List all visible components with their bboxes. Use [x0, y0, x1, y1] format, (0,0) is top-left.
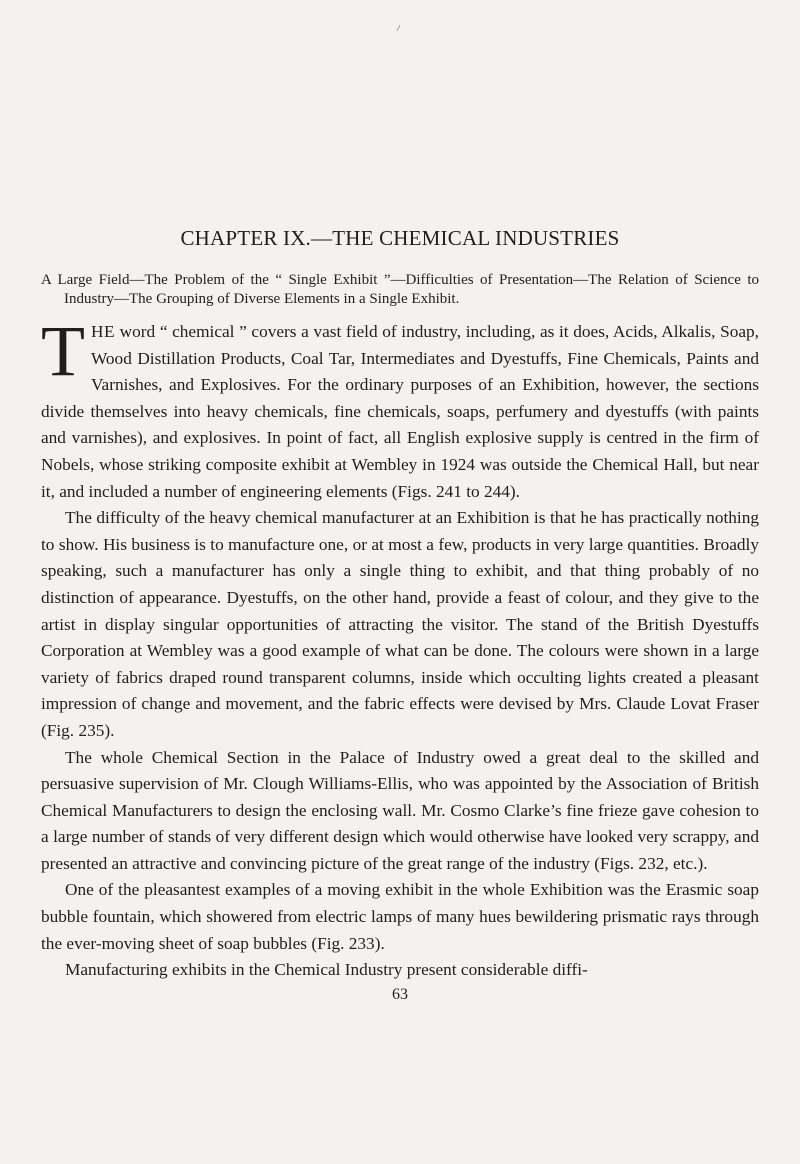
lead-word: HE — [90, 322, 116, 341]
chapter-summary: A Large Field—The Problem of the “ Single Exhibit ”—Difficulties of Presentation—The Relation of Science to Industry—The Grouping of Diverse Elements in a Single Exhibit. — [41, 272, 759, 307]
paragraph-1-text: word “ chemical ” covers a vast field of industry, including, as it does, Acids, Alkalis, Soap, Wood Distillation Products, Coal Tar, Intermediates and Dyestuffs, Fine Chemicals, Paints and Varnishes, and Explosives. For the ordinary purposes of an Exhibition, however, the sections divide themselves into heavy chemicals, fine chemicals, soaps, perfumery and dyestuffs (with paints and varnishes), and explosives. In point of fact, all English explosive supply is centred in the firm of Nobels, whose striking composite exhibit at Wembley in 1924 was outside the Chemical Hall, but near it, and included a number of engineering elements (Figs. 241 to 244). — [41, 322, 759, 501]
paragraph-4: One of the pleasantest examples of a moving exhibit in the whole Exhibition was the Erasmic soap bubble fountain, which showered from electric lamps of many hues bewildering prismatic rays through the ever-moving sheet of soap bubbles (Fig. 233). — [41, 880, 759, 953]
page-number: 63 — [392, 985, 408, 1003]
chapter-title: CHAPTER IX.—THE CHEMICAL INDUSTRIES — [180, 226, 620, 250]
paragraph-5: Manufacturing exhibits in the Chemical Industry present considerable diffi- — [65, 960, 588, 980]
paragraph-2: The difficulty of the heavy chemical manufacturer at an Exhibition is that he has practically nothing to show. His business is to manufacture one, or at most a few, products in very large quantities. Broadly speaking, such a manufacturer has only a single thing to exhibit, and that thing probably of no distinction of appearance. Dyestuffs, on the other hand, provide a feast of colour, and they give to the artist in display singular opportunities of attracting the visitor. The stand of the British Dyestuffs Corporation at Wembley was a good example of what can be done. The colours were shown in a large variety of fabrics draped round transparent columns, inside which occulting lights created a pleasant impression of change and movement, and the fabric effects were devised by Mrs. Claude Lovat Fraser (Fig. 235). — [41, 508, 759, 740]
paragraph-1 — [41, 311, 759, 505]
paragraph-3: The whole Chemical Section in the Palace of Industry owed a great deal to the skilled and persuasive supervision of Mr. Clough Williams-Ellis, who was appointed by the Association of British Chemical Manufacturers to design the enclosing wall. Mr. Cosmo Clarke’s fine frieze gave cohesion to a large number of stands of very different design which would otherwise have looked very scrappy, and presented an attractive and convincing picture of the great range of the industry (Figs. 232, etc.). — [41, 747, 759, 873]
drop-cap: T — [41, 311, 85, 391]
book-page — [41, 226, 759, 1004]
stray-mark — [393, 25, 401, 31]
